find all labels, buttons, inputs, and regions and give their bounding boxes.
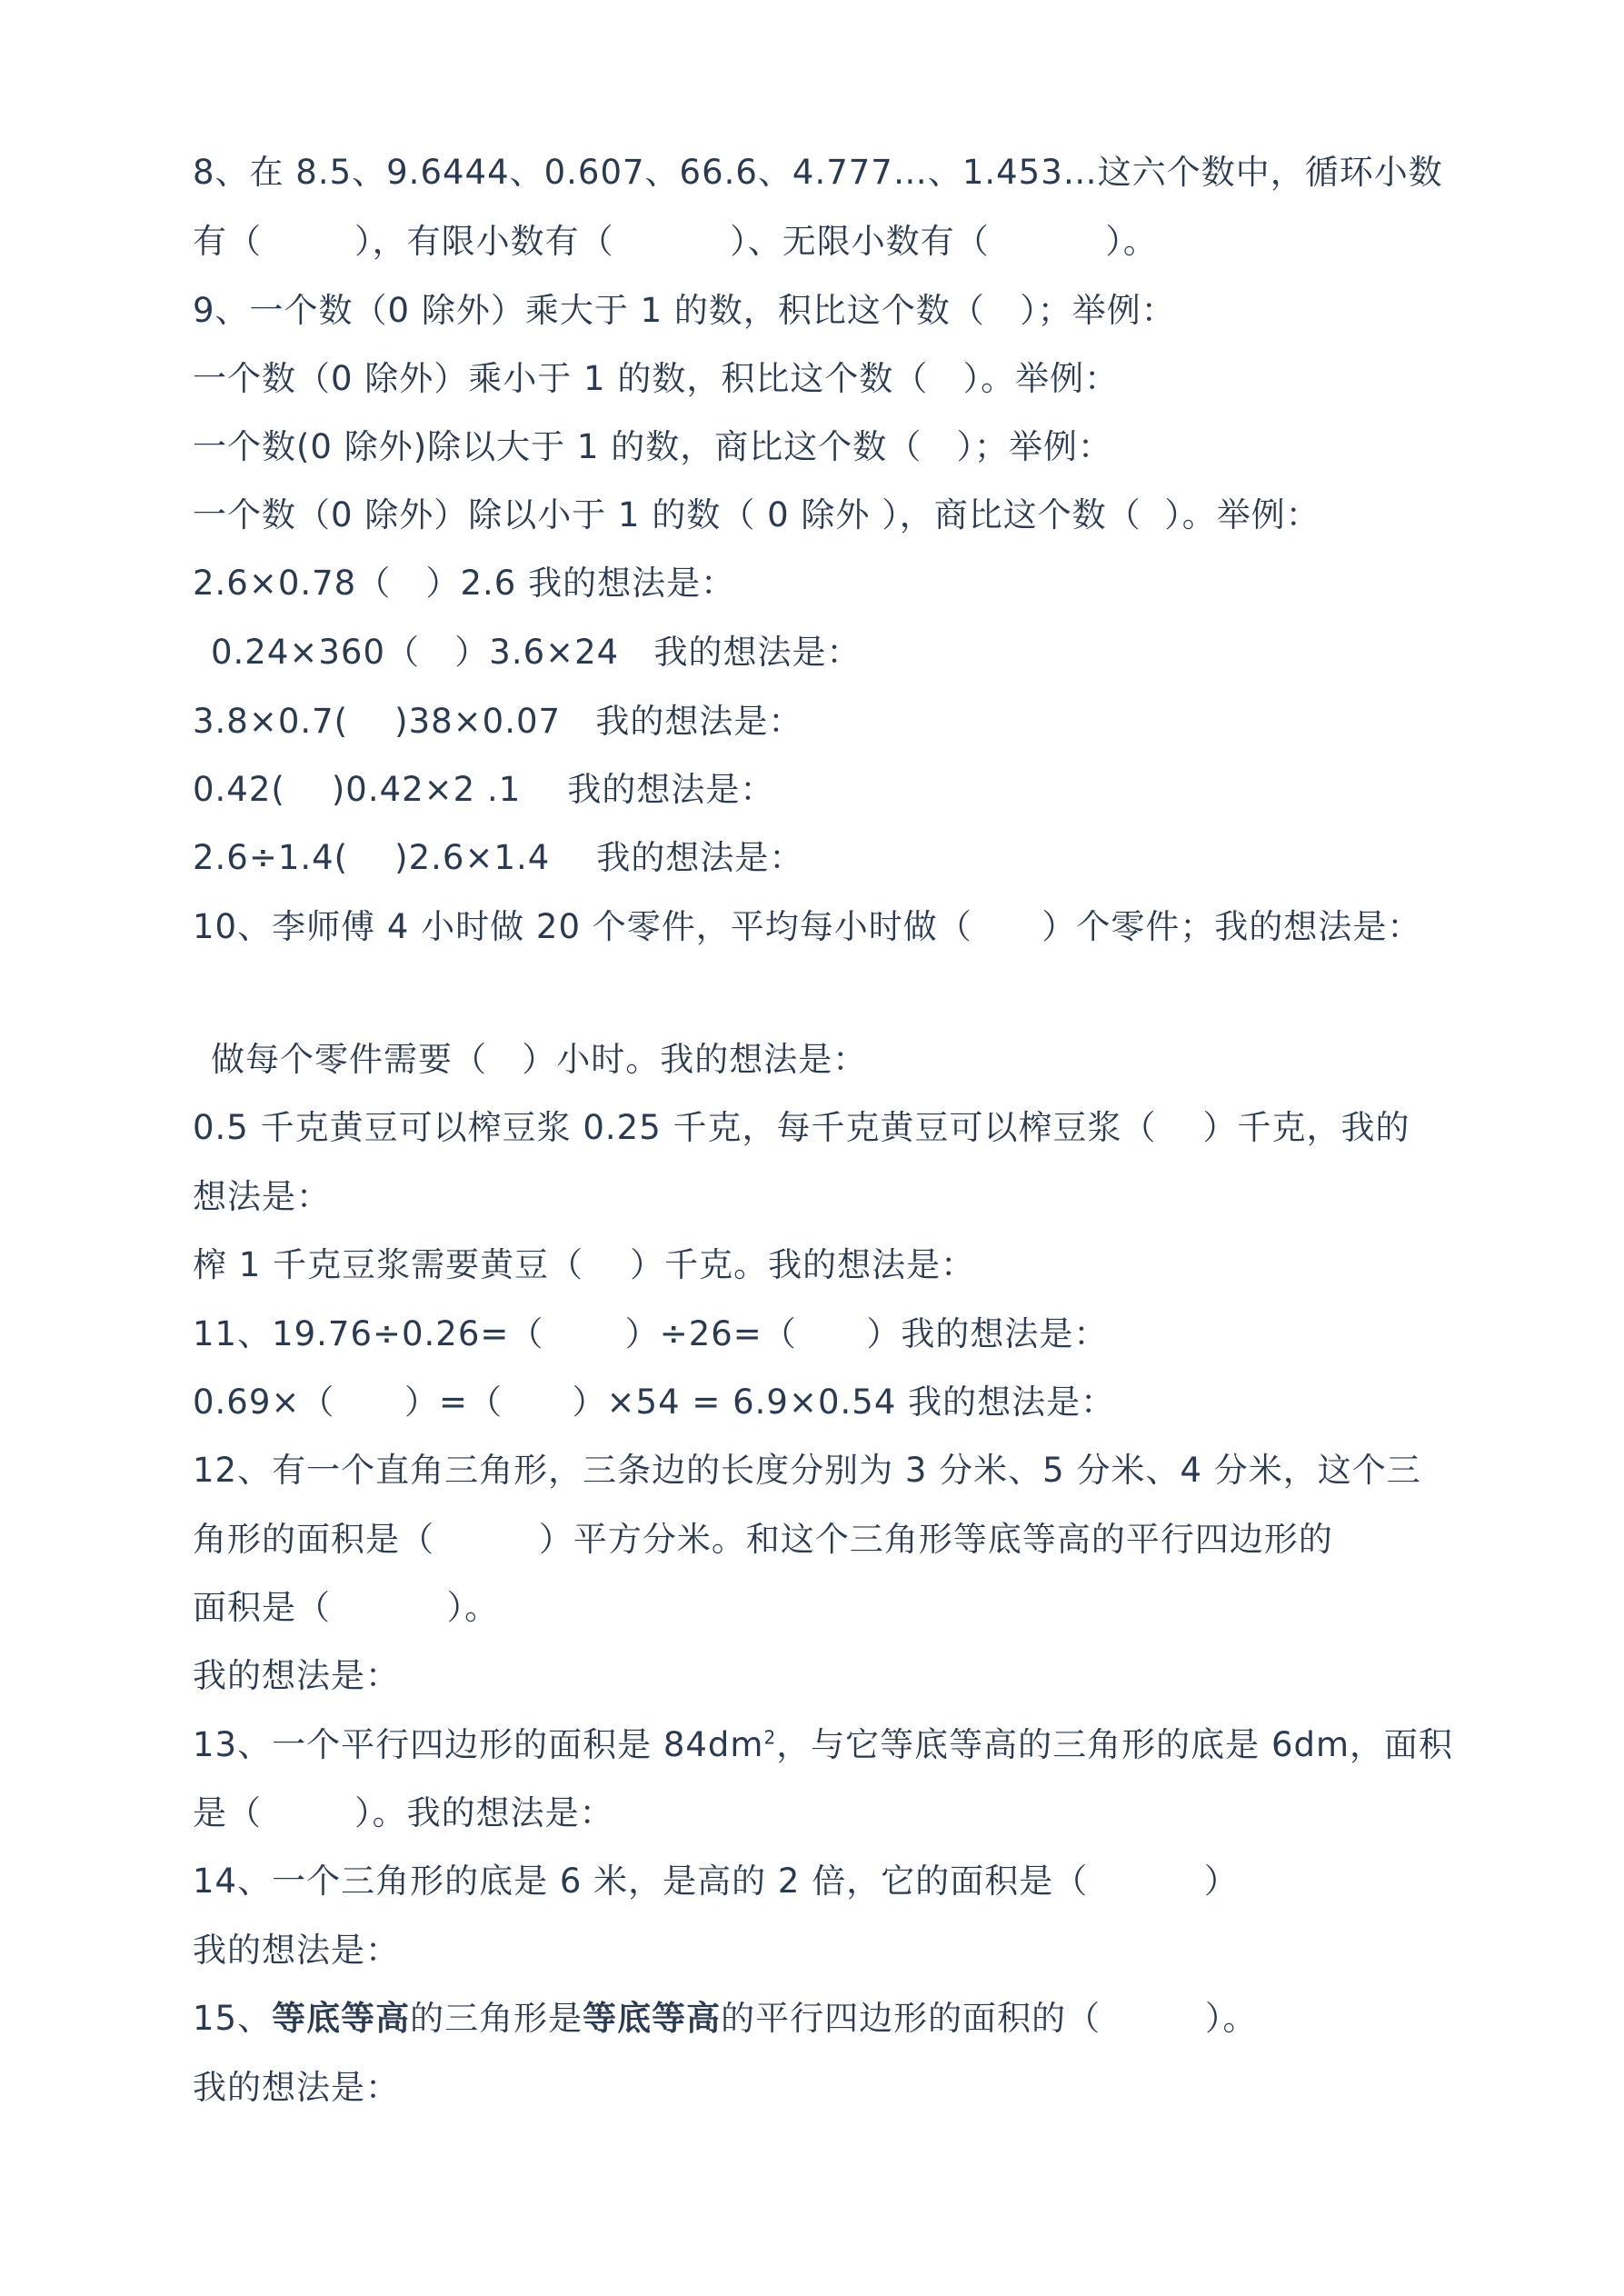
q13-superscript: 2 bbox=[763, 1726, 777, 1749]
q12-line-2: 角形的面积是（ ）平方分米。和这个三角形等底等高的平行四边形的 bbox=[193, 1520, 1333, 1559]
q10-line-1: 10、李师傅 4 小时做 20 个零件，平均每小时做（ ）个零件；我的想法是： bbox=[193, 907, 1422, 946]
q15-prefix: 15、 bbox=[193, 1999, 273, 2038]
q11-line-2: 0.69×（ ）=（ ）×54 = 6.9×0.54 我的想法是： bbox=[193, 1383, 1116, 1422]
q15-line-2: 我的想法是： bbox=[193, 2068, 400, 2107]
q9-line-9: 2.6÷1.4( )2.6×1.4 我的想法是： bbox=[193, 838, 804, 877]
q11-line-1: 11、19.76÷0.26=（ ）÷26=（ ）我的想法是： bbox=[193, 1314, 1109, 1353]
q14-line-1: 14、一个三角形的底是 6 米，是高的 2 倍，它的面积是（ ） bbox=[193, 1862, 1239, 1901]
q8-line-2: 有（ ），有限小数有（ ）、无限小数有（ ）。 bbox=[193, 222, 1158, 261]
q9-line-3: 一个数(0 除外)除以大于 1 的数，商比这个数（ ）；举例： bbox=[193, 427, 1113, 466]
q8-line-1: 8、在 8.5、9.6444、0.607、66.6、4.777…、1.453…这六个数中，循环小数 bbox=[193, 153, 1443, 192]
q9-line-7: 3.8×0.7( )38×0.07 我的想法是： bbox=[193, 702, 803, 741]
q9-line-6: 0.24×360（ ）3.6×24 我的想法是： bbox=[211, 633, 862, 672]
q13-line-1 bbox=[193, 1723, 1453, 1767]
q15-bold-2: 等底等高 bbox=[583, 1999, 722, 2038]
q9-line-5: 2.6×0.78（ ）2.6 我的想法是： bbox=[193, 564, 736, 603]
q9-line-4: 一个数（0 除外）除以小于 1 的数（ 0 除外 ），商比这个数（ ）。举例： bbox=[193, 495, 1320, 534]
q9-line-8: 0.42( )0.42×2 .1 我的想法是： bbox=[193, 770, 775, 809]
q12-line-1: 12、有一个直角三角形，三条边的长度分别为 3 分米、5 分米、4 分米，这个三 bbox=[193, 1451, 1421, 1490]
q10-line-3: 0.5 千克黄豆可以榨豆浆 0.25 千克，每千克黄豆可以榨豆浆（ ）千克，我的 bbox=[193, 1108, 1410, 1147]
q9-line-2: 一个数（0 除外）乘小于 1 的数，积比这个数（ ）。举例： bbox=[193, 359, 1120, 398]
q12-line-3: 面积是（ ）。 bbox=[193, 1588, 500, 1627]
q13-text-a: 13、一个平行四边形的面积是 84dm bbox=[193, 1725, 764, 1764]
q10-line-4: 想法是： bbox=[193, 1177, 331, 1216]
q15-suffix: 的平行四边形的面积的（ ）。 bbox=[721, 1999, 1258, 2038]
q14-line-2: 我的想法是： bbox=[193, 1931, 400, 1970]
q15-mid: 的三角形是 bbox=[410, 1999, 583, 2038]
q10-line-5: 榨 1 千克豆浆需要黄豆（ ）千克。我的想法是： bbox=[193, 1245, 976, 1284]
q12-line-4: 我的想法是： bbox=[193, 1656, 400, 1695]
q15-bold-1: 等底等高 bbox=[272, 1999, 411, 2038]
q9-line-1: 9、一个数（0 除外）乘大于 1 的数，积比这个数（ ）；举例： bbox=[193, 291, 1176, 330]
q13-line-2: 是（ ）。我的想法是： bbox=[193, 1793, 614, 1832]
q10-line-2: 做每个零件需要（ ）小时。我的想法是： bbox=[211, 1040, 868, 1079]
q15-line-1 bbox=[193, 1997, 1257, 2041]
q13-text-b: ，与它等底等高的三角形的底是 6dm，面积 bbox=[776, 1725, 1454, 1764]
